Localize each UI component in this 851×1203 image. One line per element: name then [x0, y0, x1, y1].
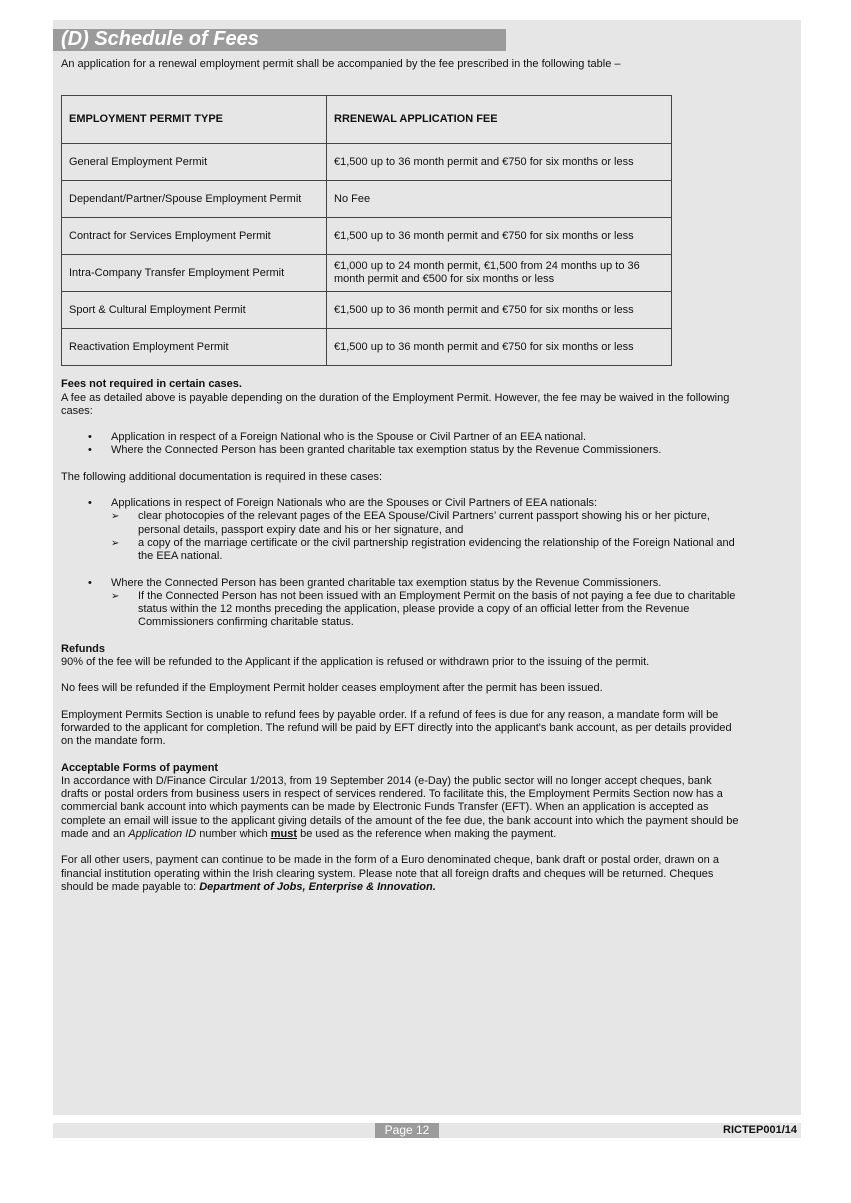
- permit-type-cell: Sport & Cultural Employment Permit: [62, 292, 327, 329]
- sub-item-text: If the Connected Person has not been issued with an Employment Permit on the basis of not paying a fee due to charitable status within the 12 months preceding the application, please provide a copy of an official letter from the Revenue Commissioners confirming charitable status.: [138, 589, 736, 629]
- refunds-paragraph: No fees will be refunded if the Employment Permit holder ceases employment after the permit has been issued.: [61, 682, 603, 695]
- list-item: [61, 497, 741, 563]
- list-item: [61, 444, 741, 457]
- page-content: [61, 58, 741, 894]
- waiver-case: Application in respect of a Foreign National who is the Spouse or Civil Partner of an EEA national.: [111, 431, 587, 444]
- payment-text: For all other users, payment can continue to be made in the form of a Euro denominated cheque, bank draft or postal order, drawn on a financial institution operating within the Irish clearing system. Please note that all foreign drafts and cheques will be returned. Cheques should be made payable to:: [61, 854, 719, 893]
- fee-cell: €1,500 up to 36 month permit and €750 for six months or less: [327, 292, 672, 329]
- application-id-term: Application ID: [128, 828, 197, 841]
- permit-type-cell: Reactivation Employment Permit: [62, 329, 327, 366]
- document-reference: RICTEP001/14: [723, 1124, 797, 1136]
- waiver-case: Where the Connected Person has been granted charitable tax exemption status by the Revenue Commissioners.: [111, 444, 662, 457]
- payment-paragraph: [61, 775, 741, 841]
- table-row: [62, 329, 672, 366]
- fee-cell: No Fee: [327, 181, 672, 218]
- fees-not-required-body: A fee as detailed above is payable depending on the duration of the Employment Permit. However, the fee may be waived in the following cases:: [61, 391, 730, 417]
- arrow-bullet-icon: ➢: [111, 590, 120, 602]
- fee-cell: €1,500 up to 36 month permit and €750 for six months or less: [327, 329, 672, 366]
- sub-item-text: clear photocopies of the relevant pages of the EEA Spouse/Civil Partners’ current passport showing his or her picture, personal details, passport expiry date and his or her signature, and: [138, 510, 710, 536]
- sub-list-item: [111, 590, 741, 630]
- table-row: [62, 181, 672, 218]
- spacer: [61, 564, 741, 577]
- fee-cell: €1,500 up to 36 month permit and €750 for six months or less: [327, 144, 672, 181]
- fee-table: [61, 95, 672, 366]
- bullet-icon: •: [88, 431, 92, 444]
- bullet-icon: •: [88, 576, 92, 589]
- refunds-paragraph: 90% of the fee will be refunded to the Applicant if the application is refused or withdrawn prior to the issuing of the permit.: [61, 656, 650, 669]
- table-header-row: [62, 96, 672, 144]
- must-emphasis: must: [270, 828, 298, 841]
- refunds-paragraph: Employment Permits Section is unable to refund fees by payable order. If a refund of fees is due for any reason, a mandate form will be forwarded to the applicant for completion. The refund will be paid by EFT directly into the applicant's bank account, as per details provided on the mandate form.: [61, 708, 732, 748]
- sub-list: [111, 590, 741, 630]
- payment-paragraph: [61, 854, 741, 894]
- sub-list: [111, 510, 741, 563]
- permit-type-cell: General Employment Permit: [62, 144, 327, 181]
- payee-name: Department of Jobs, Enterprise & Innovation.: [199, 880, 436, 893]
- section-title: (D) Schedule of Fees: [61, 28, 259, 50]
- fee-cell: €1,500 up to 36 month permit and €750 for six months or less: [327, 218, 672, 255]
- arrow-bullet-icon: ➢: [111, 537, 120, 549]
- table-row: [62, 218, 672, 255]
- intro-text: An application for a renewal employment permit shall be accompanied by the fee prescribed in the following table –: [61, 58, 621, 70]
- sub-item-text: a copy of the marriage certificate or the civil partnership registration evidencing the relationship of the Foreign National and the EEA national.: [138, 536, 735, 563]
- list-item: [61, 431, 741, 444]
- page-number: Page 12: [375, 1123, 439, 1138]
- payment-text: be used as the reference when making the payment.: [297, 828, 557, 841]
- documentation-list: [61, 497, 741, 630]
- fee-cell: €1,000 up to 24 month permit, €1,500 from 24 months up to 36 month permit and €500 for six months or less: [327, 255, 672, 292]
- fees-not-required-heading: Fees not required in certain cases.: [61, 378, 242, 391]
- waiver-case-list: [61, 431, 741, 458]
- arrow-bullet-icon: ➢: [111, 511, 120, 523]
- payment-text: In accordance with D/Finance Circular 1/2013, from 19 September 2014 (e-Day) the public sector will no longer accept cheques, bank drafts or postal orders from business users in respect of services rendered. To facilitate this, the Employment Permits Section now has a commercial bank account into which payments can be made by Electronic Funds Transfer (EFT). When an application is accepted as complete an email will issue to the applicant giving details of the amount of the fee due, the bank account into which the payment should be made and an: [61, 774, 739, 841]
- payment-text: number which: [196, 828, 271, 841]
- permit-type-cell: Dependant/Partner/Spouse Employment Permit: [62, 181, 327, 218]
- column-header: EMPLOYMENT PERMIT TYPE: [62, 96, 327, 144]
- permit-type-cell: Intra-Company Transfer Employment Permit: [62, 255, 327, 292]
- table-row: [62, 292, 672, 329]
- permit-type-cell: Contract for Services Employment Permit: [62, 218, 327, 255]
- refunds-heading: Refunds: [61, 642, 105, 655]
- list-item: [61, 577, 741, 630]
- sub-list-item: [111, 510, 741, 537]
- documentation-item: Where the Connected Person has been granted charitable tax exemption status by the Revenue Commissioners.: [111, 576, 662, 589]
- payment-heading: Acceptable Forms of payment: [61, 761, 219, 774]
- bullet-icon: •: [88, 444, 92, 457]
- sub-list-item: [111, 537, 741, 564]
- column-header: RRENEWAL APPLICATION FEE: [327, 96, 672, 144]
- documentation-item: Applications in respect of Foreign Nationals who are the Spouses or Civil Partners of EEA nationals:: [111, 497, 598, 510]
- table-row: [62, 255, 672, 292]
- additional-docs-intro: The following additional documentation is required in these cases:: [61, 470, 383, 483]
- bullet-icon: •: [88, 497, 92, 510]
- table-row: [62, 144, 672, 181]
